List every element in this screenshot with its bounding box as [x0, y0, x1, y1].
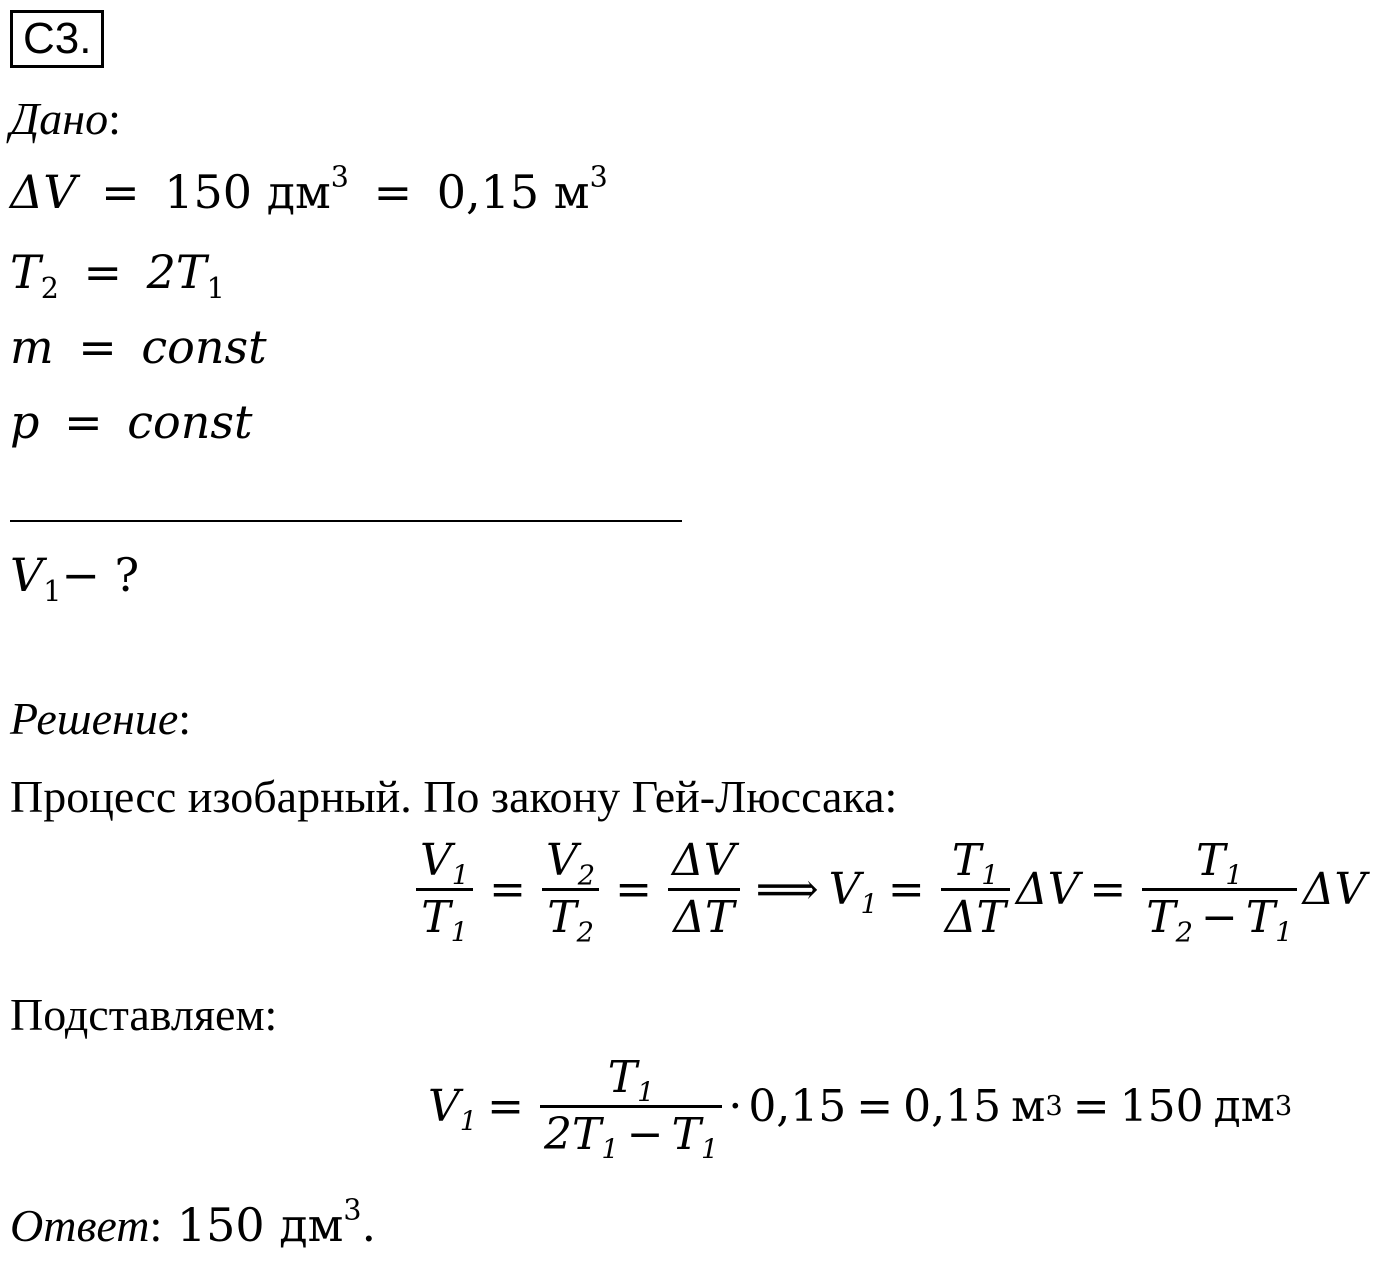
given-temperature-relation — [10, 245, 225, 305]
unit-exponent: 3 — [330, 160, 349, 194]
substitute-label: Подставляем: — [10, 989, 278, 1040]
solution-heading-text: Решение — [10, 693, 179, 744]
answer-colon: : — [149, 1200, 163, 1251]
given-heading-text: Дано — [10, 93, 109, 144]
subscript: 2 — [40, 271, 59, 305]
value-015-m3: 0,15 — [903, 1081, 1002, 1133]
p-symbol: p — [10, 395, 40, 449]
given-volume-change — [10, 160, 608, 219]
const-text: const — [141, 320, 267, 374]
volume-value-dm3: 150 — [164, 165, 253, 219]
substitution-formula: $V_1$ = $\frac{T_1}{2T_1 - T_1}$ · 0,15 = 0,15 м 3 = 150 дм 3 — [428, 1052, 1293, 1166]
solution-intro: Процесс изобарный. По закону Гей-Люссака: — [10, 771, 898, 822]
fraction-bar — [1142, 888, 1296, 891]
v1-symbol: $V_1$ — [828, 864, 878, 921]
numerator: $T_1$ — [1196, 835, 1243, 892]
equals-sign: = — [856, 1081, 894, 1133]
t-symbol: T — [10, 245, 41, 299]
m-symbol: m — [10, 320, 54, 374]
find-line — [10, 548, 140, 608]
denominator: $T_1$ — [421, 892, 468, 949]
delta-v-symbol: ΔV — [1015, 864, 1080, 916]
equals-sign: = — [1089, 864, 1127, 916]
solution-heading-colon: : — [178, 693, 192, 744]
find-question: − ? — [61, 548, 140, 602]
answer-value: 150 — [176, 1198, 265, 1252]
subscript: 1 — [43, 574, 62, 608]
fraction-t1-t2-minus-t1 — [1142, 835, 1296, 949]
delta-v-symbol: ΔV — [1302, 864, 1367, 916]
fraction-bar — [416, 888, 473, 891]
denominator: $T_2 - T_1$ — [1146, 892, 1293, 949]
fraction-dv-dt — [668, 835, 740, 944]
equals-sign: = — [64, 395, 103, 449]
given-find-divider — [10, 520, 682, 522]
unit-m: м — [1011, 1081, 1046, 1133]
answer-period: . — [361, 1198, 377, 1252]
unit-dm: дм — [266, 165, 331, 219]
equals-sign: = — [1072, 1081, 1110, 1133]
answer-unit-exponent: 3 — [343, 1193, 362, 1227]
equals-sign: = — [887, 864, 925, 916]
equals-sign: = — [373, 165, 413, 219]
given-mass-const — [10, 320, 267, 374]
fraction-bar — [668, 888, 740, 891]
fraction-bar — [542, 888, 599, 891]
equals-sign: = — [83, 245, 123, 299]
numerator: $V_1$ — [420, 835, 470, 892]
problem-number: C3. — [10, 10, 104, 68]
unit-m: м — [553, 165, 590, 219]
numerator: $T_1$ — [607, 1052, 655, 1109]
given-pressure-const — [10, 395, 252, 449]
delta-v-symbol: ΔV — [10, 165, 77, 219]
answer-label: Ответ — [10, 1200, 150, 1251]
two-t-symbol: 2T — [146, 245, 207, 299]
denominator: ΔT — [673, 892, 735, 944]
subscript: 1 — [206, 271, 225, 305]
fraction-t1-2t1-minus-t1 — [540, 1052, 722, 1166]
fraction-bar — [941, 888, 1010, 891]
denominator: $T_2$ — [547, 892, 594, 949]
given-heading-colon: : — [108, 93, 121, 144]
multiply-dot: · — [728, 1081, 743, 1133]
equals-sign: = — [101, 165, 140, 219]
implies-arrow: ⟹ — [755, 864, 819, 916]
solution-heading — [10, 692, 191, 745]
numerator: $T_1$ — [951, 835, 999, 892]
v-symbol: V — [10, 548, 44, 602]
const-text: const — [127, 395, 253, 449]
fraction-v1-t1 — [416, 835, 473, 949]
value-015: 0,15 — [748, 1081, 847, 1133]
volume-value-m3: 0,15 — [436, 165, 540, 219]
fraction-bar — [540, 1105, 722, 1108]
gay-lussac-formula — [410, 835, 1367, 949]
given-heading — [10, 92, 121, 145]
equals-sign: = — [489, 864, 527, 916]
value-150-dm3: 150 — [1119, 1081, 1204, 1133]
unit-dm: дм — [1213, 1081, 1275, 1133]
fraction-t1-dt — [941, 835, 1010, 944]
numerator: ΔV — [672, 835, 736, 886]
numerator: $V_2$ — [546, 835, 596, 892]
equals-sign: = — [487, 1081, 525, 1133]
equals-sign: = — [78, 320, 117, 374]
answer-unit: дм — [279, 1198, 344, 1252]
unit-exponent: 3 — [589, 160, 608, 194]
answer-line — [10, 1193, 377, 1252]
denominator: $2T_1 - T_1$ — [544, 1109, 719, 1166]
equals-sign: = — [615, 864, 653, 916]
fraction-v2-t2 — [542, 835, 599, 949]
denominator: ΔT — [944, 892, 1006, 944]
v1-symbol: $V_1$ — [428, 1081, 478, 1138]
